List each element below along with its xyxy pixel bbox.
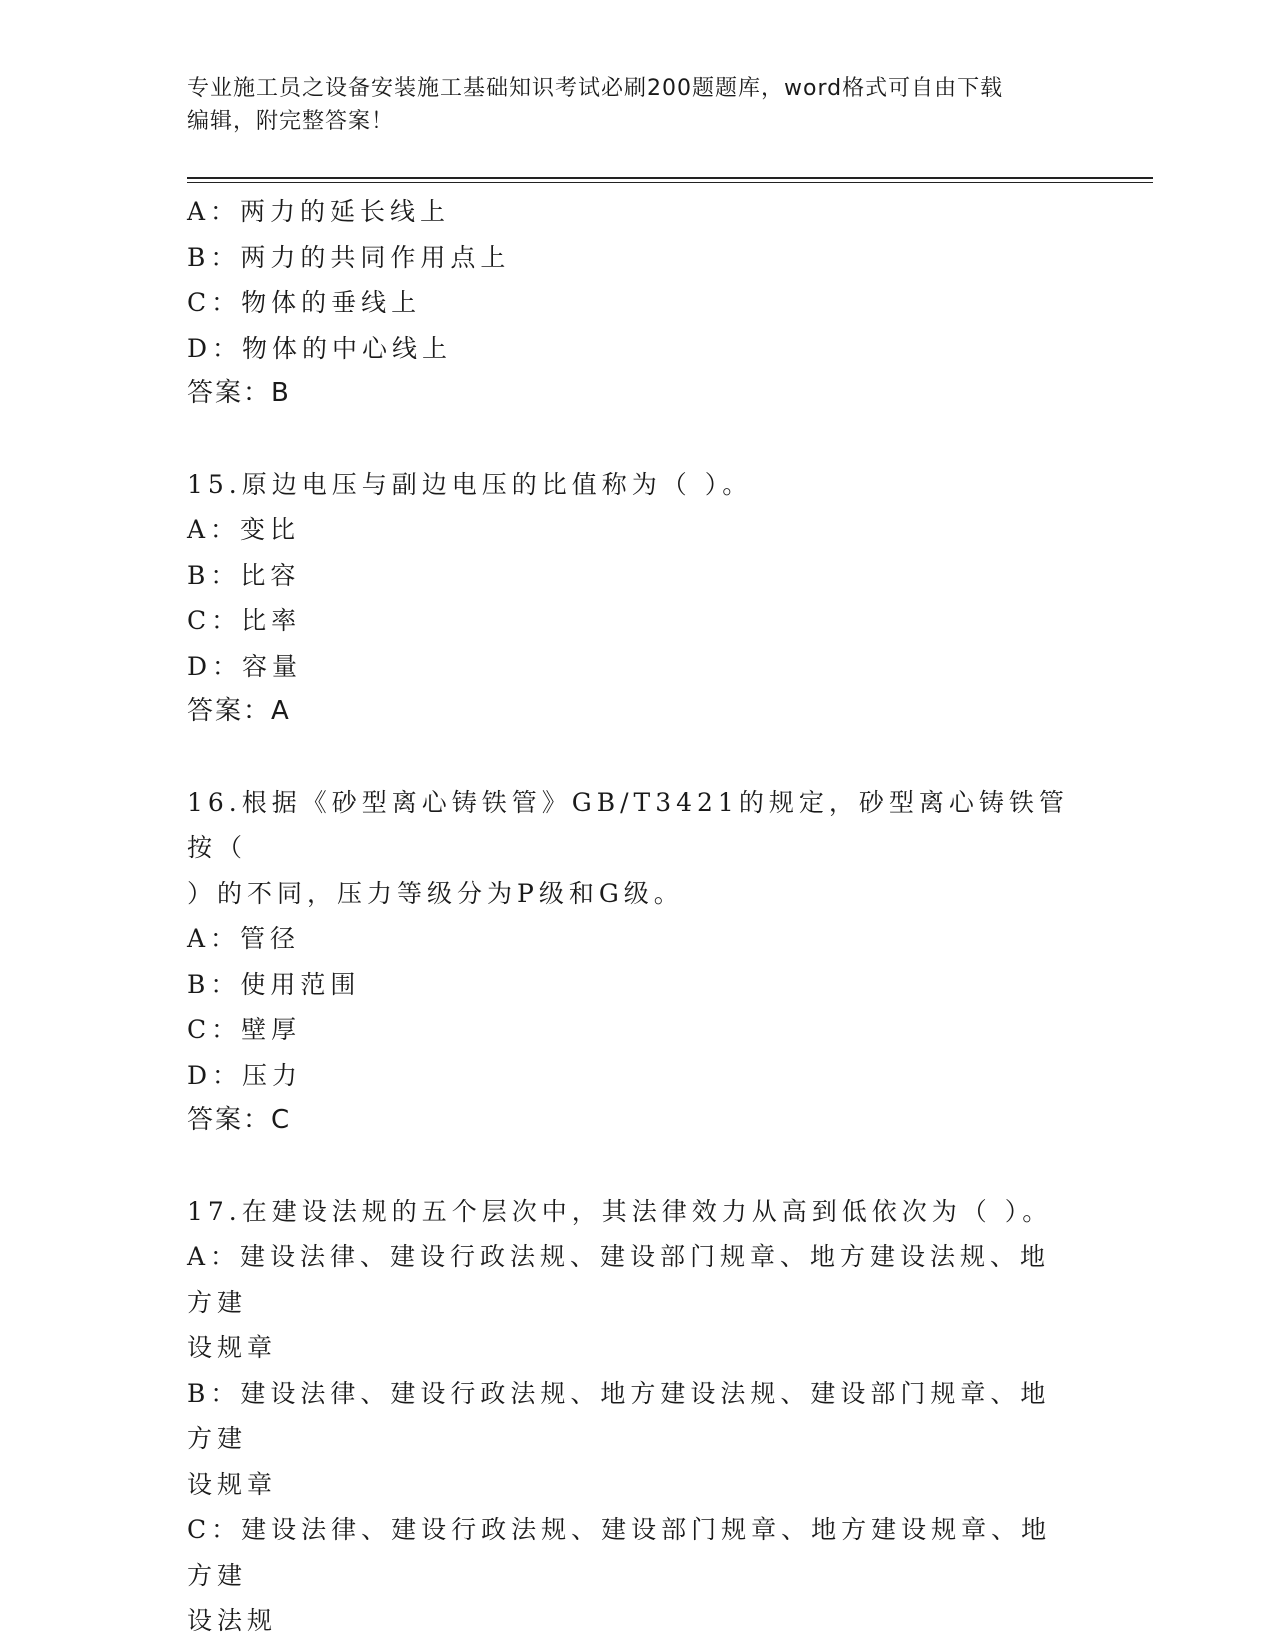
header-line: 专业施工员之设备安装施工基础知识考试必刷200题题库，word格式可自由下载 [187,76,1004,101]
option-d: D：压力 [187,1060,303,1090]
option-b-continued: 设规章 [187,1469,278,1499]
option-a: A：建设法律、建设行政法规、建设部门规章、地方建设法规、地方建 [187,1242,1051,1317]
option-b: B：建设法律、建设行政法规、地方建设法规、建设部门规章、地方建 [187,1378,1051,1453]
document-header [187,72,1067,138]
option-c-continued: 设法规 [187,1606,278,1635]
option-a: A：管径 [187,924,301,953]
option-b: B：比容 [187,560,301,590]
question-block [187,189,1077,417]
question-stem: 16.根据《砂型离心铸铁管》GB/T3421的规定，砂型离心铸铁管按（ [187,787,1069,862]
option-a: A：两力的延长线上 [187,197,451,226]
option-c: C：建设法律、建设行政法规、建设部门规章、地方建设规章、地方建 [187,1515,1052,1590]
option-b: B：使用范围 [187,969,361,999]
option-c: C：比率 [187,606,302,635]
option-d: D：容量 [187,651,303,681]
question-list [187,189,1077,1644]
option-a: A：变比 [187,515,301,544]
question-block [187,1189,1077,1644]
header-divider [187,177,1153,179]
option-b: B：两力的共同作用点上 [187,242,511,272]
option-d: D：物体的中心线上 [187,333,453,363]
header-line: 编辑，附完整答案！ [187,109,395,134]
question-stem: 15.原边电压与副边电压的比值称为（ ）。 [187,469,753,499]
header-divider-thin [187,182,1153,183]
option-a-continued: 设规章 [187,1333,278,1362]
option-c: C：物体的垂线上 [187,288,422,317]
answer-line: 答案：C [187,1105,292,1135]
question-block [187,780,1077,1144]
question-stem: 17.在建设法规的五个层次中，其法律效力从高到低依次为（ ）。 [187,1196,1053,1226]
question-stem: ）的不同，压力等级分为P级和G级。 [187,878,684,908]
answer-line: 答案：A [187,696,291,726]
option-c: C：壁厚 [187,1015,302,1044]
question-block [187,462,1077,735]
answer-line: 答案：B [187,378,291,408]
